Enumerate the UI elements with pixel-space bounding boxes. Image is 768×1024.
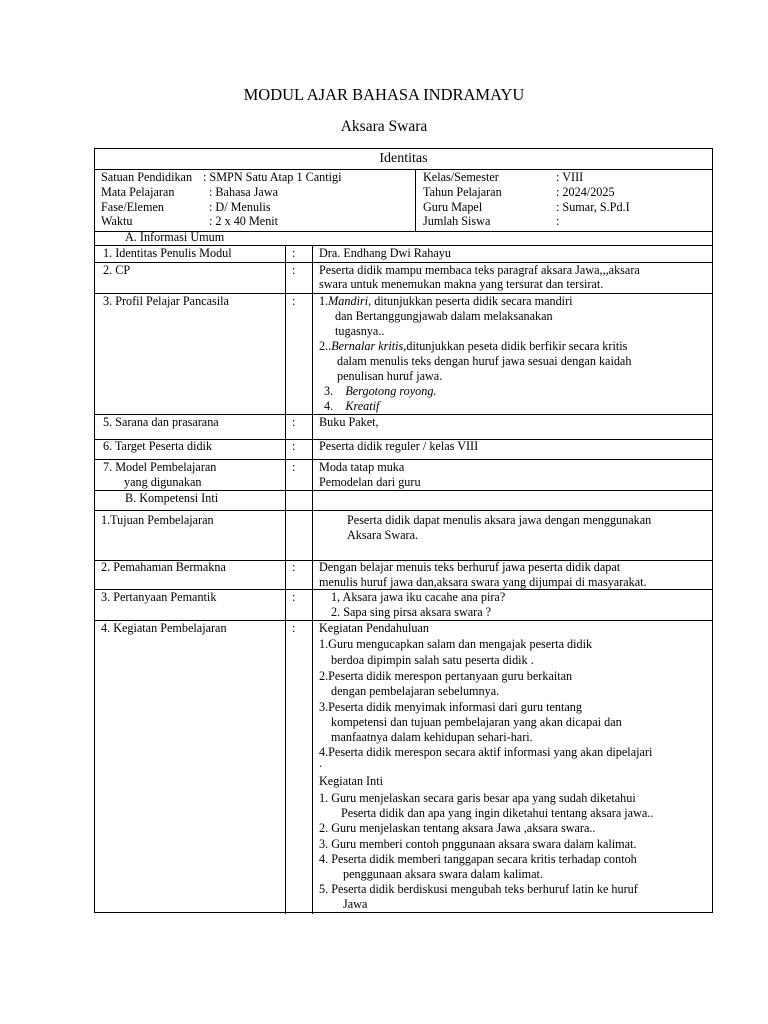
activity-line: dengan pembelajaran sebelumnya. bbox=[331, 684, 500, 698]
profil-item: 3. Bergotong royong. bbox=[324, 384, 437, 398]
colon: : bbox=[292, 560, 296, 574]
section-heading: B. Kompetensi Inti bbox=[125, 491, 219, 505]
activity-line: 1. Guru menjelaskan secara garis besar apa yang sudah diketahui bbox=[319, 791, 636, 805]
identitas-value: : Sumar, S.Pd.I bbox=[556, 200, 630, 214]
profil-item: 2..Bernalar kritis,ditunjukkan peseta didik berfikir secara kritis bbox=[319, 339, 628, 353]
row-label: 1. Identitas Penulis Modul bbox=[103, 246, 232, 260]
row-label: yang digunakan bbox=[124, 475, 202, 489]
identitas-value: : D/ Menulis bbox=[209, 200, 271, 214]
identitas-value: : 2 x 40 Menit bbox=[209, 214, 279, 228]
identitas-label: Fase/Elemen bbox=[101, 200, 164, 214]
activity-line: 3.Peserta didik menyimak informasi dari guru tentang bbox=[319, 700, 582, 714]
identitas-label: Satuan Pendidikan bbox=[101, 170, 193, 184]
profil-item: tugasnya.. bbox=[335, 324, 385, 338]
row-value: swara untuk menemukan makna yang tersurat dan tersirat. bbox=[319, 277, 604, 291]
row-label: 7. Model Pembelajaran bbox=[103, 460, 217, 474]
identitas-label: Jumlah Siswa bbox=[423, 214, 491, 228]
identitas-value: : 2024/2025 bbox=[556, 185, 615, 199]
row-value: Pemodelan dari guru bbox=[319, 475, 421, 489]
profil-item: dan Bertanggungjawab dalam melaksanakan bbox=[335, 309, 553, 323]
module-table bbox=[94, 148, 713, 913]
colon: : bbox=[292, 263, 296, 277]
row-value: Moda tatap muka bbox=[319, 460, 405, 474]
question-item: 2. Sapa sing pirsa aksara swara ? bbox=[331, 605, 492, 619]
activity-line: 4.Peserta didik merespon secara aktif informasi yang akan dipelajari bbox=[319, 745, 653, 759]
activity-line: . bbox=[319, 756, 323, 770]
identitas-label: Waktu bbox=[101, 214, 133, 228]
activity-line: kompetensi dan tujuan pembelajaran yang akan dicapai dan bbox=[331, 715, 622, 729]
row-label: 3. Profil Pelajar Pancasila bbox=[103, 294, 229, 308]
activity-line: berdoa dipimpin salah satu peserta didik . bbox=[331, 653, 534, 667]
row-value: Buku Paket, bbox=[319, 415, 379, 429]
row-label: 4. Kegiatan Pembelajaran bbox=[101, 621, 227, 635]
identitas-heading: Identitas bbox=[379, 151, 428, 166]
row-label: 6. Target Peserta didik bbox=[103, 439, 213, 453]
colon: : bbox=[292, 294, 296, 308]
profil-item: penulisan huruf jawa. bbox=[337, 369, 443, 383]
row-label: 3. Pertanyaan Pemantik bbox=[101, 590, 217, 604]
colon: : bbox=[292, 621, 296, 635]
colon: : bbox=[292, 415, 296, 429]
colon: : bbox=[292, 246, 296, 260]
identitas-value: : Bahasa Jawa bbox=[209, 185, 279, 199]
identitas-value: : VIII bbox=[556, 170, 584, 184]
identitas-value: : SMPN Satu Atap 1 Cantigi bbox=[203, 170, 342, 184]
profil-item: 4. Kreatif bbox=[324, 399, 380, 413]
identitas-label: Kelas/Semester bbox=[423, 170, 499, 184]
activity-line: Jawa bbox=[343, 897, 368, 911]
row-value: Peserta didik mampu membaca teks paragraf aksara Jawa,,,aksara bbox=[319, 263, 640, 277]
row-value: Peserta didik dapat menulis aksara jawa dengan menggunakan bbox=[347, 513, 652, 527]
section-heading: A. Informasi Umum bbox=[125, 230, 225, 244]
row-value: menulis huruf jawa dan,aksara swara yang dijumpai di masyarakat. bbox=[319, 575, 647, 589]
activity-heading: Kegiatan Pendahuluan bbox=[319, 621, 429, 635]
colon: : bbox=[292, 439, 296, 453]
activity-line: 4. Peserta didik memberi tanggapan secara kritis terhadap contoh bbox=[319, 852, 637, 866]
row-label: 1.Tujuan Pembelajaran bbox=[101, 513, 214, 527]
colon: : bbox=[292, 460, 296, 474]
identitas-label: Guru Mapel bbox=[423, 200, 483, 214]
profil-item: 1.Mandiri, ditunjukkan peserta didik secara mandiri bbox=[319, 294, 573, 308]
question-item: 1, Aksara jawa iku cacahe ana pira? bbox=[331, 590, 506, 604]
activity-line: Peserta didik dan apa yang ingin diketahui tentang aksara jawa.. bbox=[341, 806, 654, 820]
identitas-value: : bbox=[556, 214, 560, 228]
activity-line: 5. Peserta didik berdiskusi mengubah teks berhuruf latin ke huruf bbox=[319, 882, 638, 896]
document-title: MODUL AJAR BAHASA INDRAMAYU bbox=[243, 85, 525, 104]
row-value: Dra. Endhang Dwi Rahayu bbox=[319, 246, 451, 260]
colon: : bbox=[292, 590, 296, 604]
activity-heading: Kegiatan Inti bbox=[319, 774, 383, 788]
activity-line: 3. Guru memberi contoh pnggunaan aksara swara dalam kalimat. bbox=[319, 837, 637, 851]
profil-item: dalam menulis teks dengan huruf jawa sesuai dengan kaidah bbox=[337, 354, 632, 368]
row-label: 2. Pemahaman Bermakna bbox=[101, 560, 226, 574]
activity-line: manfaatnya dalam kehidupan sehari-hari. bbox=[331, 730, 533, 744]
row-value: Peserta didik reguler / kelas VIII bbox=[319, 439, 479, 453]
row-value: Aksara Swara. bbox=[347, 528, 419, 542]
row-label: 5. Sarana dan prasarana bbox=[103, 415, 219, 429]
activity-line: 2. Guru menjelaskan tentang aksara Jawa ,aksara swara.. bbox=[319, 821, 596, 835]
activity-line: 2.Peserta didik merespon pertanyaan guru berkaitan bbox=[319, 669, 573, 683]
identitas-label: Tahun Pelajaran bbox=[423, 185, 502, 199]
document-subtitle: Aksara Swara bbox=[340, 118, 428, 135]
activity-line: penggunaan aksara swara dalam kalimat. bbox=[343, 867, 543, 881]
identitas-label: Mata Pelajaran bbox=[101, 185, 175, 199]
row-value: Dengan belajar menuis teks berhuruf jawa peserta didik dapat bbox=[319, 560, 621, 574]
row-label: 2. CP bbox=[103, 263, 131, 277]
activity-line: 1.Guru mengucapkan salam dan mengajak peserta didik bbox=[319, 637, 593, 651]
